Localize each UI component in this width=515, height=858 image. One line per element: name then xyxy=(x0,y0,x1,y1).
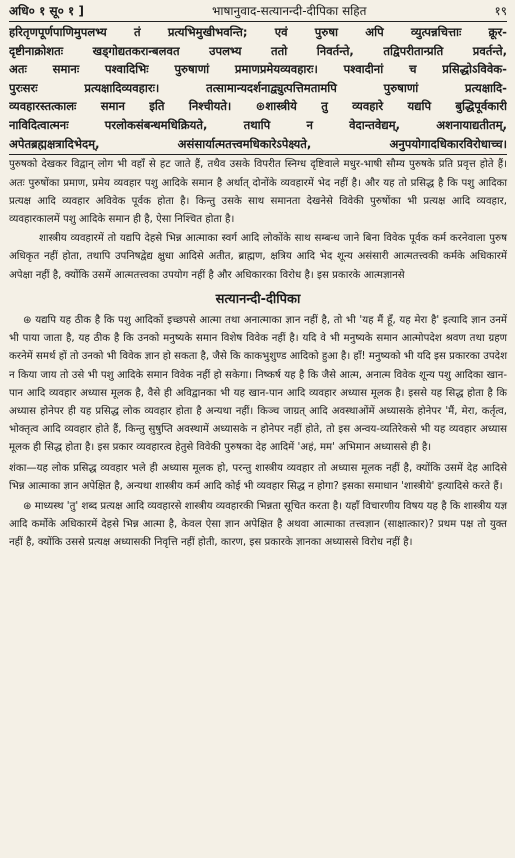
commentary-paragraph: ⊛ यद्यपि यह ठीक है कि पशु आदिकों इच्छपसे आत्मा तथा अनात्माका ज्ञान नहीं है, तो भी 'यह मैं हूँ, यह मेरा है' इत्यादि ज्ञान उनमें भी पाया जाता है, यह ठीक है कि उनको मनुष्यके समान विशेष विवेक नहीं है। यदि वे भी मनुष्यके समान आत्मोपदेश श्रवण तथा ग्रहण करनेमें समर्थ हों तो उनको भी विवेक ज्ञान हो सकता है, जैसे कि काकभुशुण्ड आदिको हुआ है। हाँ! मनुष्यको भी यदि इस प्रकारका उपदेश न किया जाय तो उसे भी पशु आदिके समान विवेक नहीं हो सकेगा। निष्कर्ष यह है कि जैसे आत्म, अनात्म विवेक शून्य पशु आदिका खान-पान आदि व्यवहार अध्यास मूलक है, वैसे ही अविद्वानका भी यह खान-पान आदि व्यवहार अध्यास मूलक है। इससे यह सिद्ध होता है कि अध्यास होनेपर ही यह प्रसिद्ध लोक व्यवहार होता है अन्यथा नहीं। किञ्च जाग्रत् आदि अवस्थाओंमें अध्यासके होनेपर 'मैं, मेरा, कर्तृत्व, भोक्तृत्व आदि व्यवहार होते हैं, किन्तु सुषुप्ति अवस्थामें अध्यासके न होनेपर नहीं होते, तो इस अन्वय-व्यतिरेकसे भी यह व्यवहार अध्यास मूलक ही सिद्ध होता है। इस प्रकार व्यवहारत्व हेतुसे विवेकी पुरुषका देह आदिमें 'अहं, मम' अभिमान अध्याससे ही है। xyxy=(9,315,507,454)
sanskrit-bhashya-text xyxy=(9,23,507,153)
translation-paragraph: पुरुषको देखकर विद्वान् लोग भी वहाँ से हट जाते हैं, तथैव उसके विपरीत स्निग्ध दृष्टिवाले मधुर-भाषी सौम्य पुरुषके प्रति प्रवृत्त होते हैं। अतः पुरुषोंका प्रमाण, प्रमेय व्यवहार पशु आदिके समान है अर्थात् दोनोंके व्यवहारमें भेद नहीं है। और यह तो प्रसिद्ध है कि पशु आदिका प्रत्यक्ष आदि व्यवहार अविवेक पूर्वक होता है। किन्तु उसके साथ समानता देखनेसे विवेकी पुरुषोंका भी प्रत्यक्ष आदि व्यवहार, व्यवहारकालमें पशु आदिके समान ही है, ऐसा निश्चित होता है। xyxy=(9,159,507,226)
bhashya-line: अतः समानः पश्वादिभिः पुरुषाणां प्रमाणप्रमेयव्यवहारः। पश्वादीनां च प्रसिद्धोऽविवेक- xyxy=(9,62,507,77)
bhashya-line: नाविदित्वात्मनः परलोकसंबन्धमधिक्रियते, तथापि न वेदान्तवेद्यम्, अशनायाद्यतीतम्, xyxy=(9,117,507,132)
bhashya-line: व्यवहारस्तत्कालः समान इति निश्चीयते। ⊛शास्त्रीये तु व्यवहारे यद्यपि बुद्धिपूर्वकारी xyxy=(9,99,507,114)
bhashya-line: पुरःसरः प्रत्यक्षादिव्यवहारः। तत्सामान्यदर्शनाद्व्युत्पत्तिमतामपि पुरुषाणां प्रत्यक्षादि- xyxy=(9,80,507,95)
bhashya-line: हरितृणपूर्णपाणिमुपलभ्य तं प्रत्यभिमुखीभवन्ति; एवं पुरुषा अपि व्युत्पन्नचित्ताः क्रूर- xyxy=(9,25,507,39)
running-title: भाषानुवाद-सत्यानन्दी-दीपिका सहित xyxy=(211,4,367,18)
commentary-paragraph: शंका—यह लोक प्रसिद्ध व्यवहार भले ही अध्यास मूलक हो, परन्तु शास्त्रीय व्यवहार तो अध्यास मूलक नहीं है, क्योंकि उसमें देह आदिसे भिन्न आत्माका ज्ञान अपेक्षित है, अन्यथा शास्त्रीय कर्म आदि कोई भी व्यवहार सिद्ध न होगा? इसका समाधान 'शास्त्रीये' इत्यादिसे करते हैं। xyxy=(9,462,507,492)
translation-paragraph: शास्त्रीय व्यवहारमें तो यद्यपि देहसे भिन्न आत्माका स्वर्ग आदि लोकोंके साथ सम्बन्ध जाने बिना विवेक पूर्वक कर्म करनेवाला पुरुष अधिकृत नहीं होता, तथापि उपनिषद्वेद्य क्षुधा आदिसे अतीत, ब्राह्मण, क्षत्रिय आदि भेद शून्य असंसारी आत्मतत्त्वकी कर्मके अधिकारमें अपेक्षा नहीं है, क्योंकि उसमें आत्मतत्त्वका उपयोग नहीं है और अधिकारका विरोध है। इस प्रकारके आत्मज्ञानसे xyxy=(9,232,507,281)
commentary-title: सत्यानन्दी-दीपिका xyxy=(215,292,301,307)
running-header xyxy=(9,2,507,22)
bhashya-line: दृष्टीनाक्रोशतः खड्गोद्यतकरान्बलवत उपलभ्य ततो निवर्तन्ते, तद्विपरीतान्प्रति प्रवर्तन्ते, xyxy=(9,43,507,58)
commentary-paragraph: ⊛ माध्यस्थ 'तु' शब्द प्रत्यक्ष आदि व्यवहारसे शास्त्रीय व्यवहारकी भिन्नता सूचित करता है। यहाँ विचारणीय विषय यह है कि शास्त्रीय यज्ञ आदि कर्मोके अधिकारमें देहसे भिन्न आत्मा है, केवल ऐसा ज्ञान अपेक्षित है अथवा आत्माका तत्त्वज्ञान (साक्षात्कार)? प्रथम पक्ष तो युक्त नहीं है, क्योंकि उससे प्रत्यक्ष अध्यासकी निवृत्ति नहीं होती, कारण, इस प्रकारके ज्ञानका अध्याससे विरोध नहीं है। xyxy=(9,501,507,549)
section-divider xyxy=(9,154,507,155)
commentary-text xyxy=(9,312,507,553)
bhashya-line: अपेतब्रह्मक्षत्रादिभेदम्, असंसार्यात्मतत्त्वमधिकारेऽपेक्ष्यते, अनुपयोगादधिकारविरोधाच्च। xyxy=(9,136,507,151)
chapter-sutra-ref: अधि० १ सू० १ ] xyxy=(9,4,84,18)
page-number: १९ xyxy=(494,4,507,18)
hindi-translation xyxy=(9,156,507,285)
